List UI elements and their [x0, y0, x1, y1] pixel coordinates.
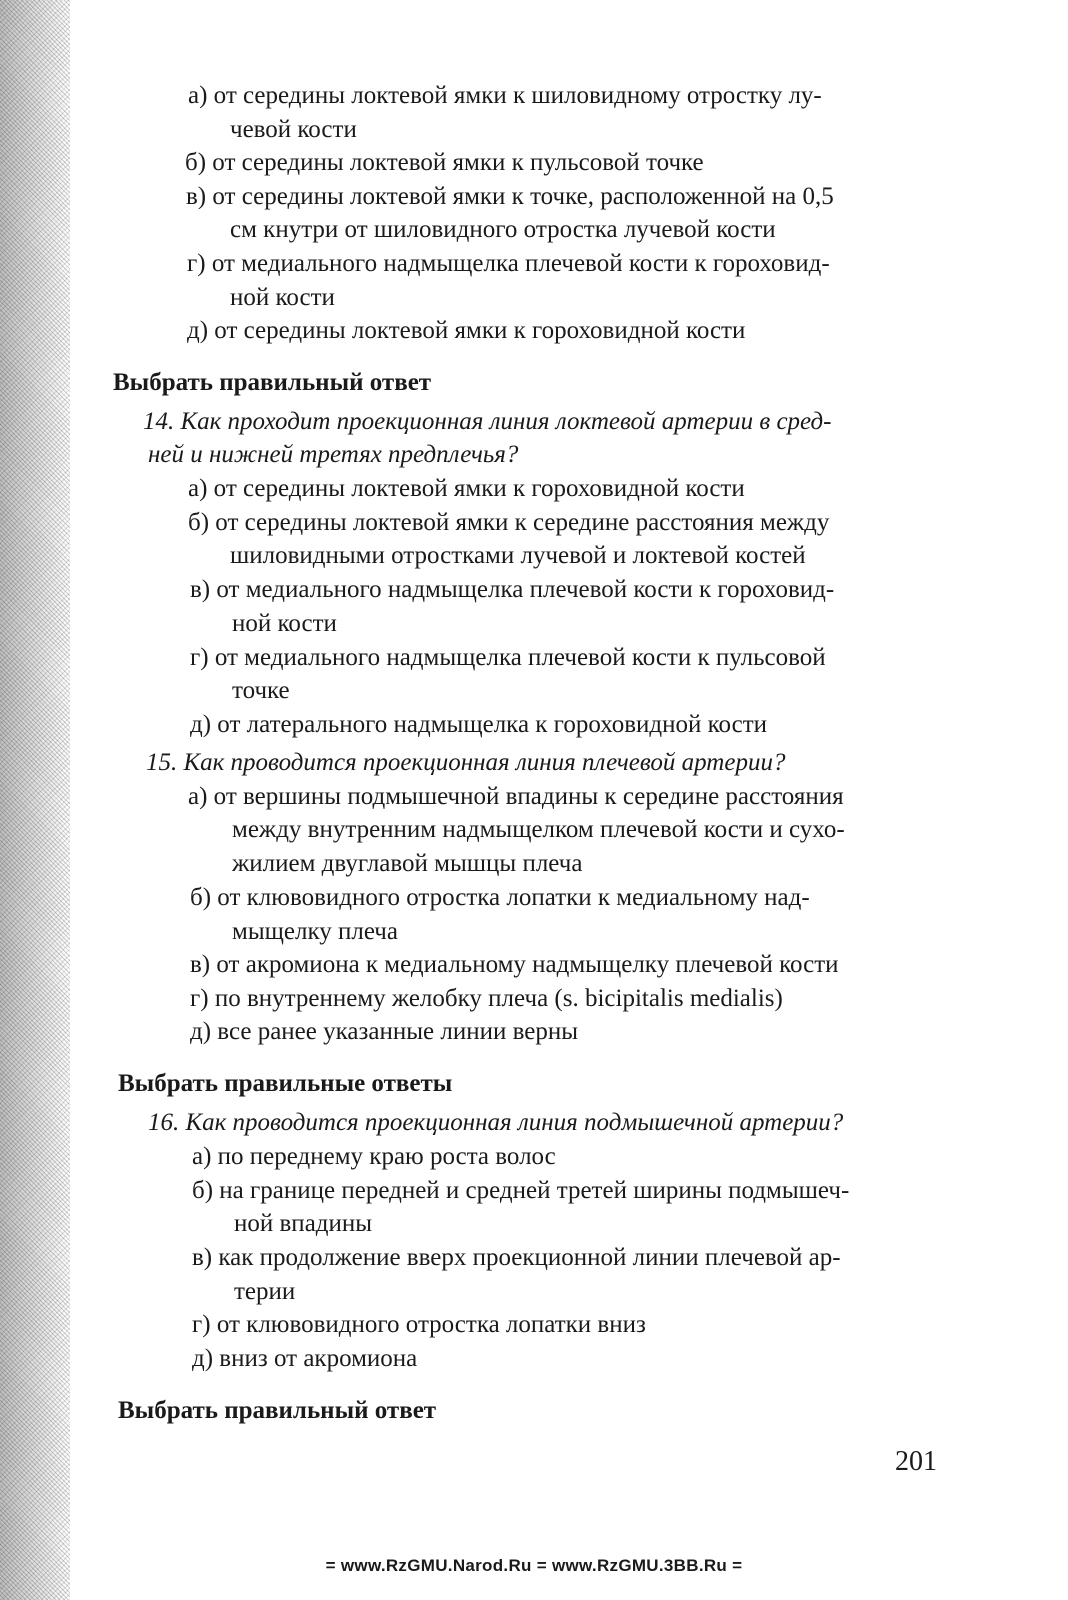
- answer-line: г) от медиального надмыщелка плечевой кости к пульсовой: [190, 644, 826, 671]
- answer-line: шиловидными отростками лучевой и локтевой костей: [230, 542, 806, 569]
- answer-line: терии: [234, 1278, 296, 1305]
- answer-line: ной кости: [232, 610, 337, 637]
- answer-line: а) от вершины подмышечной впадины к середине расстояния: [188, 783, 844, 810]
- answer-line: жилием двуглавой мышцы плеча: [232, 850, 583, 877]
- answer-line: мыщелку плеча: [232, 918, 398, 945]
- answer-line: д) от латерального надмыщелка к гороховидной кости: [190, 711, 768, 738]
- answer-line: в) от середины локтевой ямки к точке, расположенной на 0,5: [186, 183, 834, 210]
- footer-watermark: = www.RzGMU.Narod.Ru = www.RzGMU.3BB.Ru =: [325, 1556, 743, 1575]
- answer-line: д) вниз от акромиона: [192, 1345, 418, 1372]
- answer-line: а) от середины локтевой ямки к шиловидному отростку лу-: [188, 82, 822, 109]
- scan-edge-shadow: [0, 0, 70, 1600]
- answer-line: ной кости: [230, 284, 335, 311]
- answer-line: чевой кости: [230, 116, 357, 143]
- answer-line: б) от клювовидного отростка лопатки к медиальному над-: [190, 884, 810, 911]
- section-heading: Выбрать правильный ответ: [118, 1397, 437, 1424]
- answer-line: г) по внутреннему желобку плеча (s. bicipitalis medialis): [190, 985, 783, 1012]
- answer-line: см кнутри от шиловидного отростка лучевой кости: [230, 216, 776, 243]
- answer-line: а) от середины локтевой ямки к гороховидной кости: [188, 475, 745, 502]
- section-heading: Выбрать правильные ответы: [118, 1070, 453, 1097]
- question-line: ней и нижней третях предплечья?: [148, 441, 519, 468]
- answer-line: в) от акромиона к медиальному надмыщелку плечевой кости: [190, 951, 839, 978]
- page-number: 201: [895, 1446, 937, 1477]
- answer-line: а) по переднему краю роста волос: [192, 1143, 556, 1170]
- answer-line: б) от середины локтевой ямки к середине расстояния между: [188, 509, 830, 536]
- answer-line: в) как продолжение вверх проекционной линии плечевой ар-: [192, 1244, 841, 1271]
- question-line: 16. Как проводится проекционная линия подмышечной артерии?: [148, 1109, 844, 1136]
- answer-line: д) все ранее указанные линии верны: [190, 1018, 579, 1045]
- answer-line: б) от середины локтевой ямки к пульсовой точке: [185, 149, 704, 176]
- answer-line: г) от медиального надмыщелка плечевой кости к гороховид-: [187, 250, 830, 277]
- question-line: 15. Как проводится проекционная линия плечевой артерии?: [146, 749, 786, 776]
- section-heading: Выбрать правильный ответ: [113, 369, 432, 396]
- question-line: 14. Как проходит проекционная линия локтевой артерии в сред-: [143, 408, 832, 435]
- answer-line: в) от медиального надмыщелка плечевой кости к гороховид-: [190, 576, 835, 603]
- answer-line: ной впадины: [234, 1210, 373, 1237]
- answer-line: д) от середины локтевой ямки к гороховидной кости: [187, 317, 746, 344]
- answer-line: б) на границе передней и средней третей ширины подмышеч-: [192, 1177, 850, 1204]
- answer-line: г) от клювовидного отростка лопатки вниз: [192, 1311, 646, 1338]
- answer-line: точке: [232, 677, 290, 704]
- answer-line: между внутренним надмыщелком плечевой кости и сухо-: [232, 816, 845, 843]
